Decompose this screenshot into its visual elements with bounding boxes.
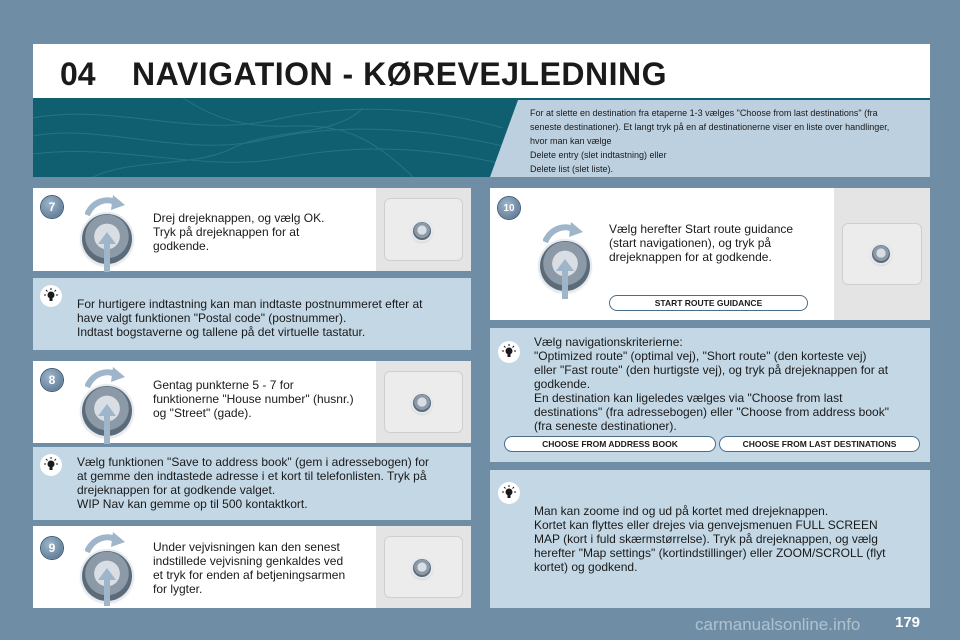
lightbulb-icon bbox=[40, 454, 62, 476]
tip-line: have valgt funktionen "Postal code" (postnummer). bbox=[77, 311, 347, 325]
step-line: godkende. bbox=[153, 239, 210, 253]
tip-line: WIP Nav kan gemme op til 500 kontaktkort. bbox=[77, 497, 308, 511]
step-10-text bbox=[609, 222, 824, 264]
lightbulb-icon bbox=[498, 341, 520, 363]
tip-1-text bbox=[77, 297, 467, 339]
tip-line: eller "Fast route" (den hurtigste vej), og tryk på drejeknappen for at bbox=[534, 363, 889, 377]
page-number: 179 bbox=[895, 614, 921, 631]
tip-line: (fra seneste destinationer). bbox=[534, 419, 677, 433]
intro-note-text bbox=[530, 106, 925, 176]
step-8-text bbox=[153, 378, 371, 420]
tip-2-text bbox=[77, 455, 467, 511]
step-10-badge: 10 bbox=[498, 197, 520, 219]
control-panel-illustration bbox=[376, 526, 471, 608]
control-panel-illustration bbox=[376, 188, 471, 271]
step-line: indstillede vejvisning genkaldes ved bbox=[153, 554, 344, 568]
tip-line: For hurtigere indtastning kan man indtaste postnummeret efter at bbox=[77, 297, 423, 311]
step-line: Tryk på drejeknappen for at bbox=[153, 225, 300, 239]
intro-line: Delete list (slet liste). bbox=[530, 164, 614, 174]
step-line: et tryk for enden af betjeningsarmen bbox=[153, 568, 346, 582]
step-8-badge: 8 bbox=[41, 369, 63, 391]
control-panel-illustration bbox=[834, 188, 930, 320]
tip-line: Vælg funktionen "Save to address book" (gem i adressebogen) for bbox=[77, 455, 430, 469]
tip-line: kortet) og godkend. bbox=[534, 560, 638, 574]
intro-line: For at slette en destination fra etaperne 1-3 vælges "Choose from last destinations" (fra bbox=[530, 108, 878, 118]
tip-line: MAP (kort i fuld skærmstørrelse). Tryk på drejeknappen, og vælg bbox=[534, 532, 878, 546]
tip-4-text bbox=[534, 504, 924, 574]
press-arrow-icon bbox=[98, 568, 116, 606]
tip-line: Man kan zoome ind og ud på kortet med drejeknappen. bbox=[534, 504, 829, 518]
lightbulb-icon bbox=[40, 285, 62, 307]
step-line: Gentag punkterne 5 - 7 for bbox=[153, 378, 294, 392]
tip-line: drejeknappen for at godkende valget. bbox=[77, 483, 276, 497]
press-arrow-icon bbox=[98, 404, 116, 444]
tip-line: at gemme den indtastede adresse i et kort til telefonlisten. Tryk på bbox=[77, 469, 427, 483]
choose-from-last-destinations-button[interactable]: CHOOSE FROM LAST DESTINATIONS bbox=[719, 436, 920, 452]
page-title: NAVIGATION - KØREVEJLEDNING bbox=[132, 56, 668, 92]
step-line: Drej drejeknappen, og vælg OK. bbox=[153, 211, 325, 225]
device-knob-icon bbox=[872, 245, 890, 263]
step-line: Under vejvisningen kan den senest bbox=[153, 540, 340, 554]
device-knob-icon bbox=[413, 394, 431, 412]
tip-line: "Optimized route" (optimal vej), "Short route" (den korteste vej) bbox=[534, 349, 867, 363]
watermark: carmanualsonline.info bbox=[695, 615, 861, 634]
chapter-number: 04 bbox=[60, 56, 96, 92]
tip-line: godkende. bbox=[534, 377, 591, 391]
device-knob-icon bbox=[413, 222, 431, 240]
intro-line: hvor man kan vælge bbox=[530, 136, 612, 146]
step-line: Vælg herefter Start route guidance bbox=[609, 222, 794, 236]
press-arrow-icon bbox=[98, 232, 116, 272]
lightbulb-icon bbox=[498, 482, 520, 504]
step-line: for lygter. bbox=[153, 582, 203, 596]
start-route-guidance-button[interactable]: START ROUTE GUIDANCE bbox=[609, 295, 808, 311]
control-panel-illustration bbox=[376, 361, 471, 443]
intro-line: seneste destinationer). Et langt tryk på en af destinationerne viser en liste over handlinger, bbox=[530, 122, 890, 132]
step-line: funktionerne "House number" (husnr.) bbox=[153, 392, 354, 406]
tip-line: destinations" (fra adressebogen) eller "Choose from address book" bbox=[534, 405, 889, 419]
tip-line: Kortet kan flyttes eller drejes via genvejsmenuen FULL SCREEN bbox=[534, 518, 878, 532]
device-knob-icon bbox=[413, 559, 431, 577]
step-line: (start navigationen), og tryk på bbox=[609, 236, 772, 250]
step-9-text bbox=[153, 540, 371, 596]
tip-3-text bbox=[534, 335, 926, 433]
step-line: drejeknappen for at godkende. bbox=[609, 250, 772, 264]
choose-from-address-book-button[interactable]: CHOOSE FROM ADDRESS BOOK bbox=[504, 436, 716, 452]
step-7-badge: 7 bbox=[41, 196, 63, 218]
tip-line: herefter "Map settings" (kortindstillinger) eller ZOOM/SCROLL (flyt bbox=[534, 546, 886, 560]
step-9-badge: 9 bbox=[41, 537, 63, 559]
press-arrow-icon bbox=[556, 259, 574, 299]
tip-line: Vælg navigationskriterierne: bbox=[534, 335, 683, 349]
step-7-text bbox=[153, 211, 368, 253]
tip-line: Indtast bogstaverne og tallene på det virtuelle tastatur. bbox=[77, 325, 366, 339]
step-line: og "Street" (gade). bbox=[153, 406, 252, 420]
intro-line: Delete entry (slet indtastning) eller bbox=[530, 150, 667, 160]
tip-line: En destination kan ligeledes vælges via "Choose from last bbox=[534, 391, 843, 405]
